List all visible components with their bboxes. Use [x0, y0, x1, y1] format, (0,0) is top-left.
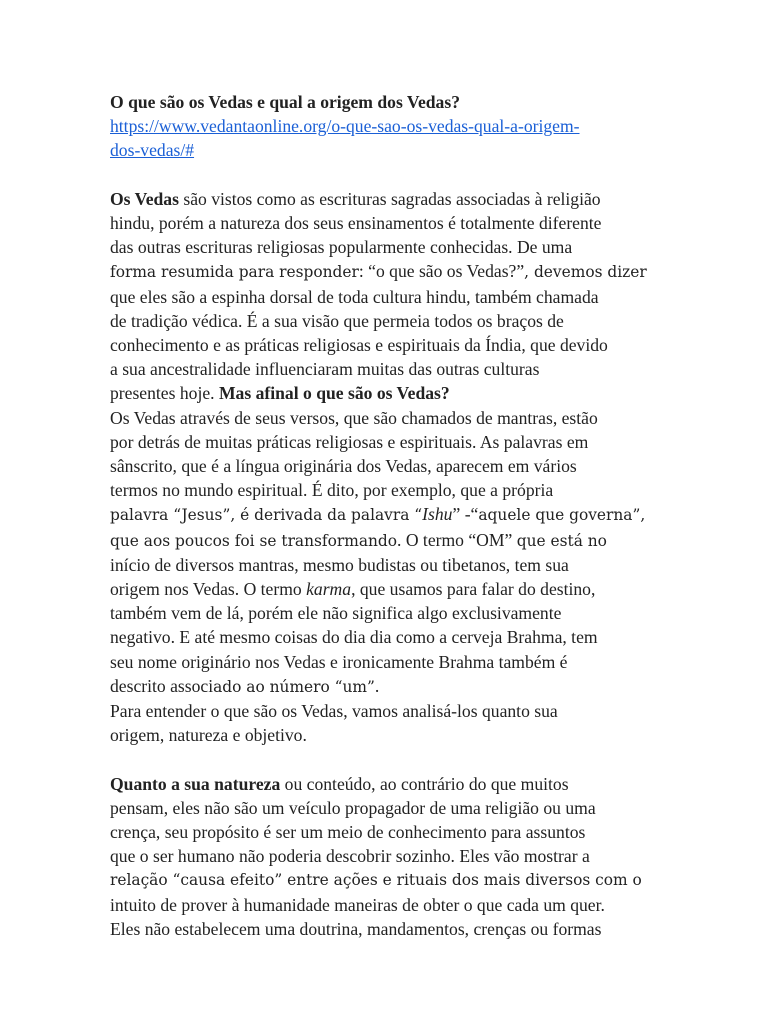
paragraph-3-line: origem, natureza e objetivo.	[110, 725, 307, 746]
paragraph-2-line: seu nome originário nos Vedas e ironicamente Brahma também é	[110, 651, 568, 672]
paragraph-gap	[110, 747, 670, 771]
source-link-line-1[interactable]	[110, 114, 670, 138]
source-link-line-2[interactable]	[110, 138, 670, 162]
paragraph-2-line: que aos poucos foi se transformando. O termo “OM” que está no	[110, 529, 607, 550]
paragraph-2-line: também vem de lá, porém ele não significa algo exclusivamente	[110, 603, 562, 624]
paragraph-4-line: Eles não estabelecem uma doutrina, mandamentos, crenças ou formas	[110, 918, 602, 939]
paragraph-4-line: pensam, eles não são um veículo propagador de uma religião ou uma	[110, 797, 596, 818]
paragraph-1-line: das outras escrituras religiosas popularmente conhecidas. De uma	[110, 237, 573, 258]
document-title: O que são os Vedas e qual a origem dos Vedas?	[110, 92, 460, 112]
paragraph-1-line: presentes hoje. Mas afinal o que são os Vedas?	[110, 383, 450, 404]
paragraph-4-line: que o ser humano não poderia descobrir sozinho. Eles vão mostrar a	[110, 846, 590, 867]
paragraph-1-line: conhecimento e as práticas religiosas e espirituais da Índia, que devido	[110, 335, 608, 356]
paragraph-1-line: a sua ancestralidade influenciaram muitas das outras culturas	[110, 359, 540, 380]
paragraph-3-line: Para entender o que são os Vedas, vamos analisá-los quanto sua	[110, 701, 558, 722]
paragraph-2-line: termos no mundo espiritual. É dito, por exemplo, que a própria	[110, 480, 554, 501]
paragraph-2-line: por detrás de muitas práticas religiosas e espirituais. As palavras em	[110, 431, 589, 452]
paragraph-2-line: Os Vedas através de seus versos, que são chamados de mantras, estão	[110, 407, 598, 428]
paragraph-4-line: Quanto a sua natureza ou conteúdo, ao contrário do que muitos	[110, 773, 569, 794]
paragraph-2-line: negativo. E até mesmo coisas do dia dia como a cerveja Brahma, tem	[110, 627, 598, 648]
paragraph-2-line: início de diversos mantras, mesmo budistas ou tibetanos, tem sua	[110, 554, 569, 575]
paragraph-1-line: de tradição védica. É a sua visão que permeia todos os braços de	[110, 310, 564, 331]
document-body	[110, 90, 670, 941]
bold-question: Mas afinal o que são os Vedas?	[218, 383, 450, 404]
paragraph-2-line: palavra “Jesus”, é derivada da palavra “Ishu” -“aquele que governa”,	[110, 504, 646, 525]
source-link-continued[interactable]: dos-vedas/#	[110, 140, 195, 161]
paragraph-2-line: descrito associado ao número “um”.	[110, 675, 380, 696]
italic-term: Ishu	[422, 504, 453, 525]
paragraph-1-line: Os Vedas são vistos como as escrituras sagradas associadas à religião	[110, 188, 601, 209]
bold-term: Os Vedas	[110, 188, 179, 209]
paragraph-4-line: relação “causa efeito” entre ações e rituais dos mais diversos com o	[110, 871, 642, 890]
italic-term: karma	[306, 579, 352, 600]
paragraph-4-line: crença, seu propósito é ser um meio de conhecimento para assuntos	[110, 822, 586, 843]
paragraph-1-line: hindu, porém a natureza dos seus ensinamentos é totalmente diferente	[110, 213, 602, 233]
paragraph-1-line: que eles são a espinha dorsal de toda cultura hindu, também chamada	[110, 286, 599, 307]
paragraph-2-line: sânscrito, que é a língua originária dos Vedas, aparecem em vários	[110, 456, 577, 477]
paragraph-1-line: forma resumida para responder: “o que são os Vedas?”, devemos dizer	[110, 261, 647, 282]
paragraph-2-line: origem nos Vedas. O termo karma, que usamos para falar do destino,	[110, 579, 596, 600]
paragraph-4-line: intuito de prover à humanidade maneiras de obter o que cada um quer.	[110, 894, 605, 915]
bold-term: Quanto a sua natureza	[110, 773, 281, 794]
paragraph-gap	[110, 163, 670, 187]
source-link[interactable]: https://www.vedantaonline.org/o-que-sao-os-vedas-qual-a-origem-	[110, 116, 580, 137]
